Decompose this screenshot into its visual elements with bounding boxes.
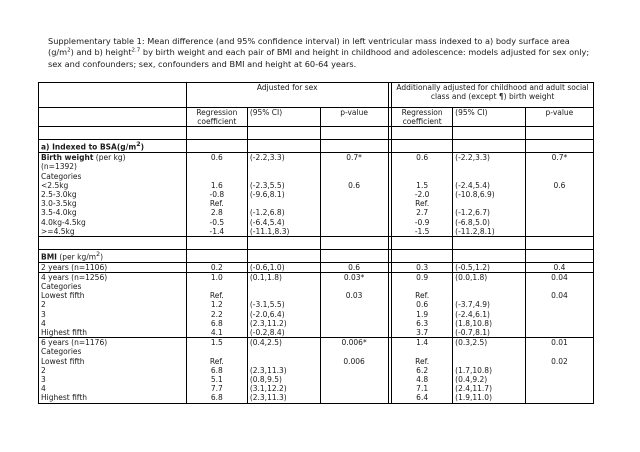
caption-sup-1: 2 <box>67 47 71 54</box>
age4-reg1: 1.0 Ref. 1.2 2.2 6.8 4.1 <box>186 272 247 337</box>
birth-weight-ci1: (-2.2,3.3) (-2.3,5.5) (-9.6,8.1) (-1.2,6.8) (-6.4,5.4) (-11.1,8.3) <box>247 153 320 237</box>
header-reg-coef-1: Regression coefficient <box>186 108 247 127</box>
header-reg-coef-2: Regression coefficient <box>392 108 453 127</box>
birth-weight-p2: 0.7* 0.6 <box>525 153 593 237</box>
caption-text-3: by birth weight and each pair of BMI and height in childhood and adolescence: models adjusted for sex only; sex and confounders; sex, confounders and BMI and height at 60-64 years. <box>48 47 590 69</box>
bmi-heading: BMI (per $kg/m^2$) <box>39 249 187 262</box>
birth-weight-p1: 0.7* 0.6 <box>320 153 388 237</box>
age4-p2: 0.04 0.04 <box>525 272 593 337</box>
results-table <box>38 82 594 404</box>
age4-ci1: (0.1,1.8) (-3.1,5.5) (-2.0,6.4) (2.3,11.2) (-0.2,8.4) <box>247 272 320 337</box>
table-caption <box>48 36 593 70</box>
header-additionally-adjusted: Additionally adjusted for childhood and adult social class and (except ¶) birth weight <box>392 83 594 108</box>
age6-ci1: (0.4,2.5) (2.3,11.3) (0.8,9.5) (3.1,12.2) (2.3,11.3) <box>247 338 320 403</box>
age2-p1: 0.6 <box>320 262 388 272</box>
age2-ci2: (-0.5,1.2) <box>453 262 526 272</box>
age6-p2: 0.01 0.02 <box>525 338 593 403</box>
age2-p2: 0.4 <box>525 262 593 272</box>
age2-row <box>39 262 594 272</box>
age2-ci1: (-0.6,1.0) <box>247 262 320 272</box>
age2-reg2: 0.3 <box>392 262 453 272</box>
age6-reg1: 1.5 Ref. 6.8 5.1 7.7 6.8 <box>186 338 247 403</box>
header-row-groups <box>39 83 594 108</box>
age4-reg2: 0.9 Ref. 0.6 1.9 6.3 3.7 <box>392 272 453 337</box>
birth-weight-row <box>39 153 594 237</box>
header-row-columns <box>39 108 594 127</box>
spacer-row-2 <box>39 236 594 249</box>
header-ci-1: (95% CI) <box>247 108 320 127</box>
birth-weight-reg2: 0.6 1.5 -2.0 Ref. 2.7 -0.9 -1.5 <box>392 153 453 237</box>
birth-weight-reg1: 0.6 1.6 -0.8 Ref. 2.8 -0.5 -1.4 <box>186 153 247 237</box>
header-pvalue-2: p-value <box>525 108 593 127</box>
caption-text-2: ) and b) height <box>70 47 132 58</box>
age4-p1: 0.03* 0.03 <box>320 272 388 337</box>
header-ci-2: (95% CI) <box>453 108 526 127</box>
bmi-heading-row <box>39 249 594 262</box>
age4-row <box>39 272 594 337</box>
birth-weight-ci2: (-2.2,3.3) (-2.4,5.4) (-10.8,6.9) (-1.2,6.7) (-6.8,5.0) (-11.2,8.1) <box>453 153 526 237</box>
header-adjusted-sex: Adjusted for sex <box>186 83 388 108</box>
age6-p1: 0.006* 0.006 <box>320 338 388 403</box>
header-pvalue-1: p-value <box>320 108 388 127</box>
section-a-row <box>39 140 594 153</box>
age4-ci2: (0.0,1.8) (-3.7,4.9) (-2.4,6.1) (1.8,10.8) (-0.7,8.1) <box>453 272 526 337</box>
header-blank <box>39 83 187 108</box>
age6-row <box>39 338 594 403</box>
age6-reg2: 1.4 Ref. 6.2 4.8 7.1 6.4 <box>392 338 453 403</box>
spacer-row <box>39 127 594 140</box>
age2-reg1: 0.2 <box>186 262 247 272</box>
caption-text-1: Supplementary table 1: Mean difference (and 95% confidence interval) in left ventricular mass indexed to a) body surface area (g/m <box>48 36 570 58</box>
birth-weight-label: Birth weight (per kg) (n=1392) Categories <2.5kg 2.5-3.0kg 3.0-3.5kg 3.5-4.0kg 4.0kg-4.5kg >=4.5kg <box>39 153 187 237</box>
section-a-title: a) Indexed to $BSA(g/m^2)$ <box>39 140 187 153</box>
age2-label: 2 years (n=1106) <box>39 262 187 272</box>
age4-label: 4 years (n=1256) Categories Lowest fifth 2 3 4 Highest fifth <box>39 272 187 337</box>
age6-label: 6 years (n=1176) Categories Lowest fifth 2 3 4 Highest fifth <box>39 338 187 403</box>
header-blank-2 <box>39 108 187 127</box>
age6-ci2: (0.3,2.5) (1.7,10.8) (0.4,9.2) (2.4,11.7) (1.9,11.0) <box>453 338 526 403</box>
caption-sup-2: 2.7 <box>131 47 141 54</box>
